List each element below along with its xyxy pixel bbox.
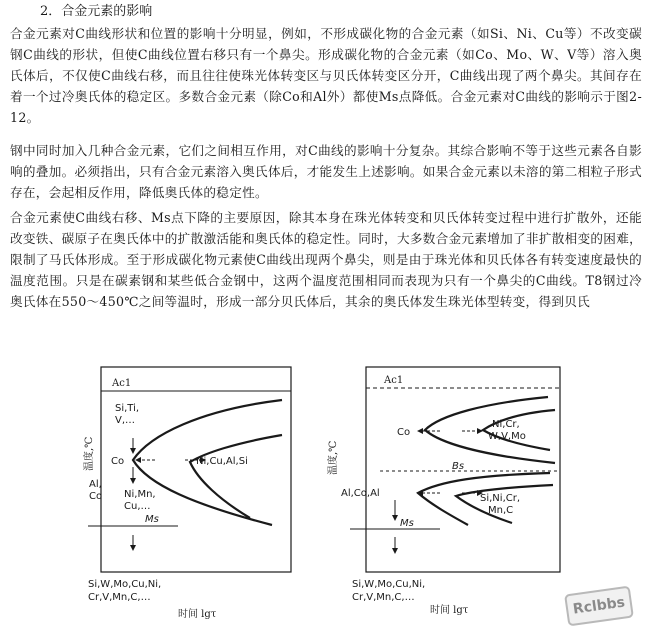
left-x-axis-label: 时间 lgτ (178, 609, 217, 620)
right-lower-elements-1: Si,Ni,Cr, (480, 493, 521, 504)
left-right-elements: Ni,Cu,Al,Si (196, 456, 248, 467)
paragraph-3: 合金元素使C曲线右移、Ms点下降的主要原因，除其本身在珠光体转变和贝氏体转变过程中进行扩散外，还能改变铁、碳原子在奥氏体中的扩散激活能和奥氏体的稳定性。同时，大多数合金元素增加了非扩散相变的困难，限制了马氏体形成。至于形成碳化物元素使C曲线出现两个鼻尖，则是由于珠光体和贝氏体各有转变速度最快的温度范围。只是在碳素钢和某些低合金钢中，这两个温度范围相同而表现为只有一个鼻尖的C曲线。T8钢过冷奥氏体在550～450℃之间等温时，形成一部分贝氏体后，其余的奥氏体发生珠光体型转变，得到贝氏 (10, 210, 642, 309)
right-al-co-label: Al,Co,Al (341, 488, 380, 499)
right-upper-elements-1: Ni,Cr, (492, 419, 520, 430)
left-co-label: Co (111, 456, 125, 467)
right-lower-inner-curve (456, 485, 553, 523)
left-inner-c-curve (190, 435, 282, 518)
watermark-logo: Rclbbs (564, 586, 634, 627)
section-heading: 2．合金元素的影响 (40, 4, 153, 19)
right-bs-label: Bs (452, 461, 465, 472)
right-upper-inner-curve (483, 410, 555, 450)
right-diagram (326, 367, 560, 616)
paragraph-1: 合金元素对C曲线形状和位置的影响十分明显，例如，不形成碳化物的合金元素（如Si、Ni、Cu等）不改变碳钢C曲线的形状，但使C曲线位置右移只有一个鼻尖。形成碳化物的合金元素（如Co、Mo、W、V等）溶入奥氏体后，不仅使C曲线右移，而且往往使珠光体转变区与贝氏体转变区分开，C曲线出现了两个鼻尖。其间存在着一个过冷奥氏体的稳定区。多数合金元素（除Co和Al外）都使Ms点降低。合金元素对C曲线的影响示于图2-12。 (10, 26, 642, 125)
left-lower-elements-2: Cu,… (124, 501, 151, 512)
left-lower-elements-1: Ni,Mn, (124, 489, 156, 500)
left-co-label-2: Co (89, 491, 103, 502)
left-bottom-elements-1: Si,W,Mo,Cu,Ni, (88, 579, 162, 590)
right-ac1-label: Ac1 (384, 375, 404, 386)
right-co-label: Co (397, 427, 411, 438)
right-bottom-elements-1: Si,W,Mo,Cu,Ni, (352, 579, 426, 590)
right-x-axis-label: 时间 lgτ (430, 605, 469, 616)
c-curve-figure (0, 355, 652, 629)
paragraph-2: 钢中同时加入几种合金元素，它们之间相互作用，对C曲线的影响十分复杂。其综合影响不等于这些元素各自影响的叠加。必须指出，只有合金元素溶入奥氏体后，才能发生上述影响。如果合金元素以未溶的第二相粒子形式存在，会起相反作用，降低奥氏体的稳定性。 (10, 143, 642, 200)
right-bottom-elements-2: Cr,V,Mn,C,… (352, 592, 415, 603)
right-upper-outer-curve (425, 397, 555, 463)
left-upper-elements-2: V,… (115, 415, 136, 426)
left-bottom-elements-2: Cr,V,Mn,C,… (88, 592, 151, 603)
right-lower-elements-2: Mn,C (488, 505, 514, 516)
right-y-axis-label: 温度,℃ (328, 440, 339, 475)
right-ms-label: Ms (400, 518, 414, 529)
left-y-axis-label: 温度,℃ (84, 436, 95, 471)
left-diagram (82, 367, 291, 620)
left-upper-elements-1: Si,Ti, (115, 403, 140, 414)
right-upper-elements-2: W,V,Mo (488, 431, 526, 442)
left-ms-label: Ms (145, 514, 159, 525)
left-frame (101, 367, 291, 572)
left-al-label: Al, (89, 479, 102, 490)
left-ac1-label: Ac1 (112, 378, 132, 389)
